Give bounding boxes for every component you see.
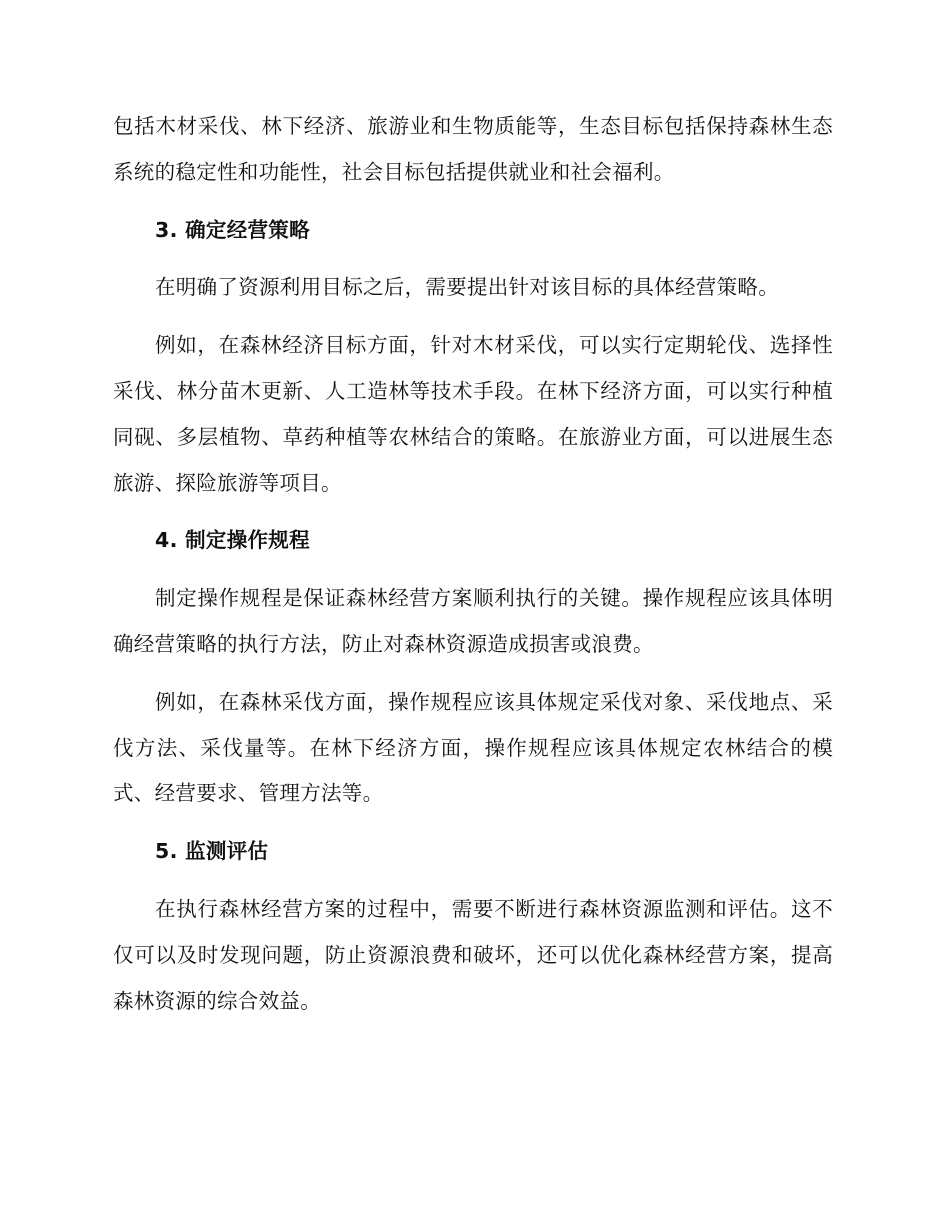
paragraph-4a: 制定操作规程是保证森林经营方案顺利执行的关键。操作规程应该具体明确经营策略的执行方法，防止对森林资源造成损害或浪费。 (113, 586, 833, 656)
heading-section-4: 4. 制定操作规程 (155, 528, 310, 553)
paragraph-intro-continuation: 包括木材采伐、林下经济、旅游业和生物质能等，生态目标包括保持森林生态系统的稳定性和功能性，社会目标包括提供就业和社会福利。 (113, 114, 833, 184)
paragraph-4b: 例如，在森林采伐方面，操作规程应该具体规定采伐对象、采伐地点、采伐方法、采伐量等。在林下经济方面，操作规程应该具体规定农林结合的模式、经营要求、管理方法等。 (113, 689, 833, 806)
paragraph-5a: 在执行森林经营方案的过程中，需要不断进行森林资源监测和评估。这不仅可以及时发现问题，防止资源浪费和破坏，还可以优化森林经营方案，提高森林资源的综合效益。 (113, 896, 833, 1013)
paragraph-3a: 在明确了资源利用目标之后，需要提出针对该目标的具体经营策略。 (155, 275, 779, 300)
paragraph-3b: 例如，在森林经济目标方面，针对木材采伐，可以实行定期轮伐、选择性采伐、林分苗木更新、人工造林等技术手段。在林下经济方面，可以实行种植同砚、多层植物、草药种植等农林结合的策略。在旅游业方面，可以进展生态旅游、探险旅游等项目。 (113, 333, 833, 495)
document-page (113, 104, 833, 1024)
heading-section-3: 3. 确定经营策略 (155, 217, 310, 242)
heading-section-5: 5. 监测评估 (155, 839, 269, 864)
